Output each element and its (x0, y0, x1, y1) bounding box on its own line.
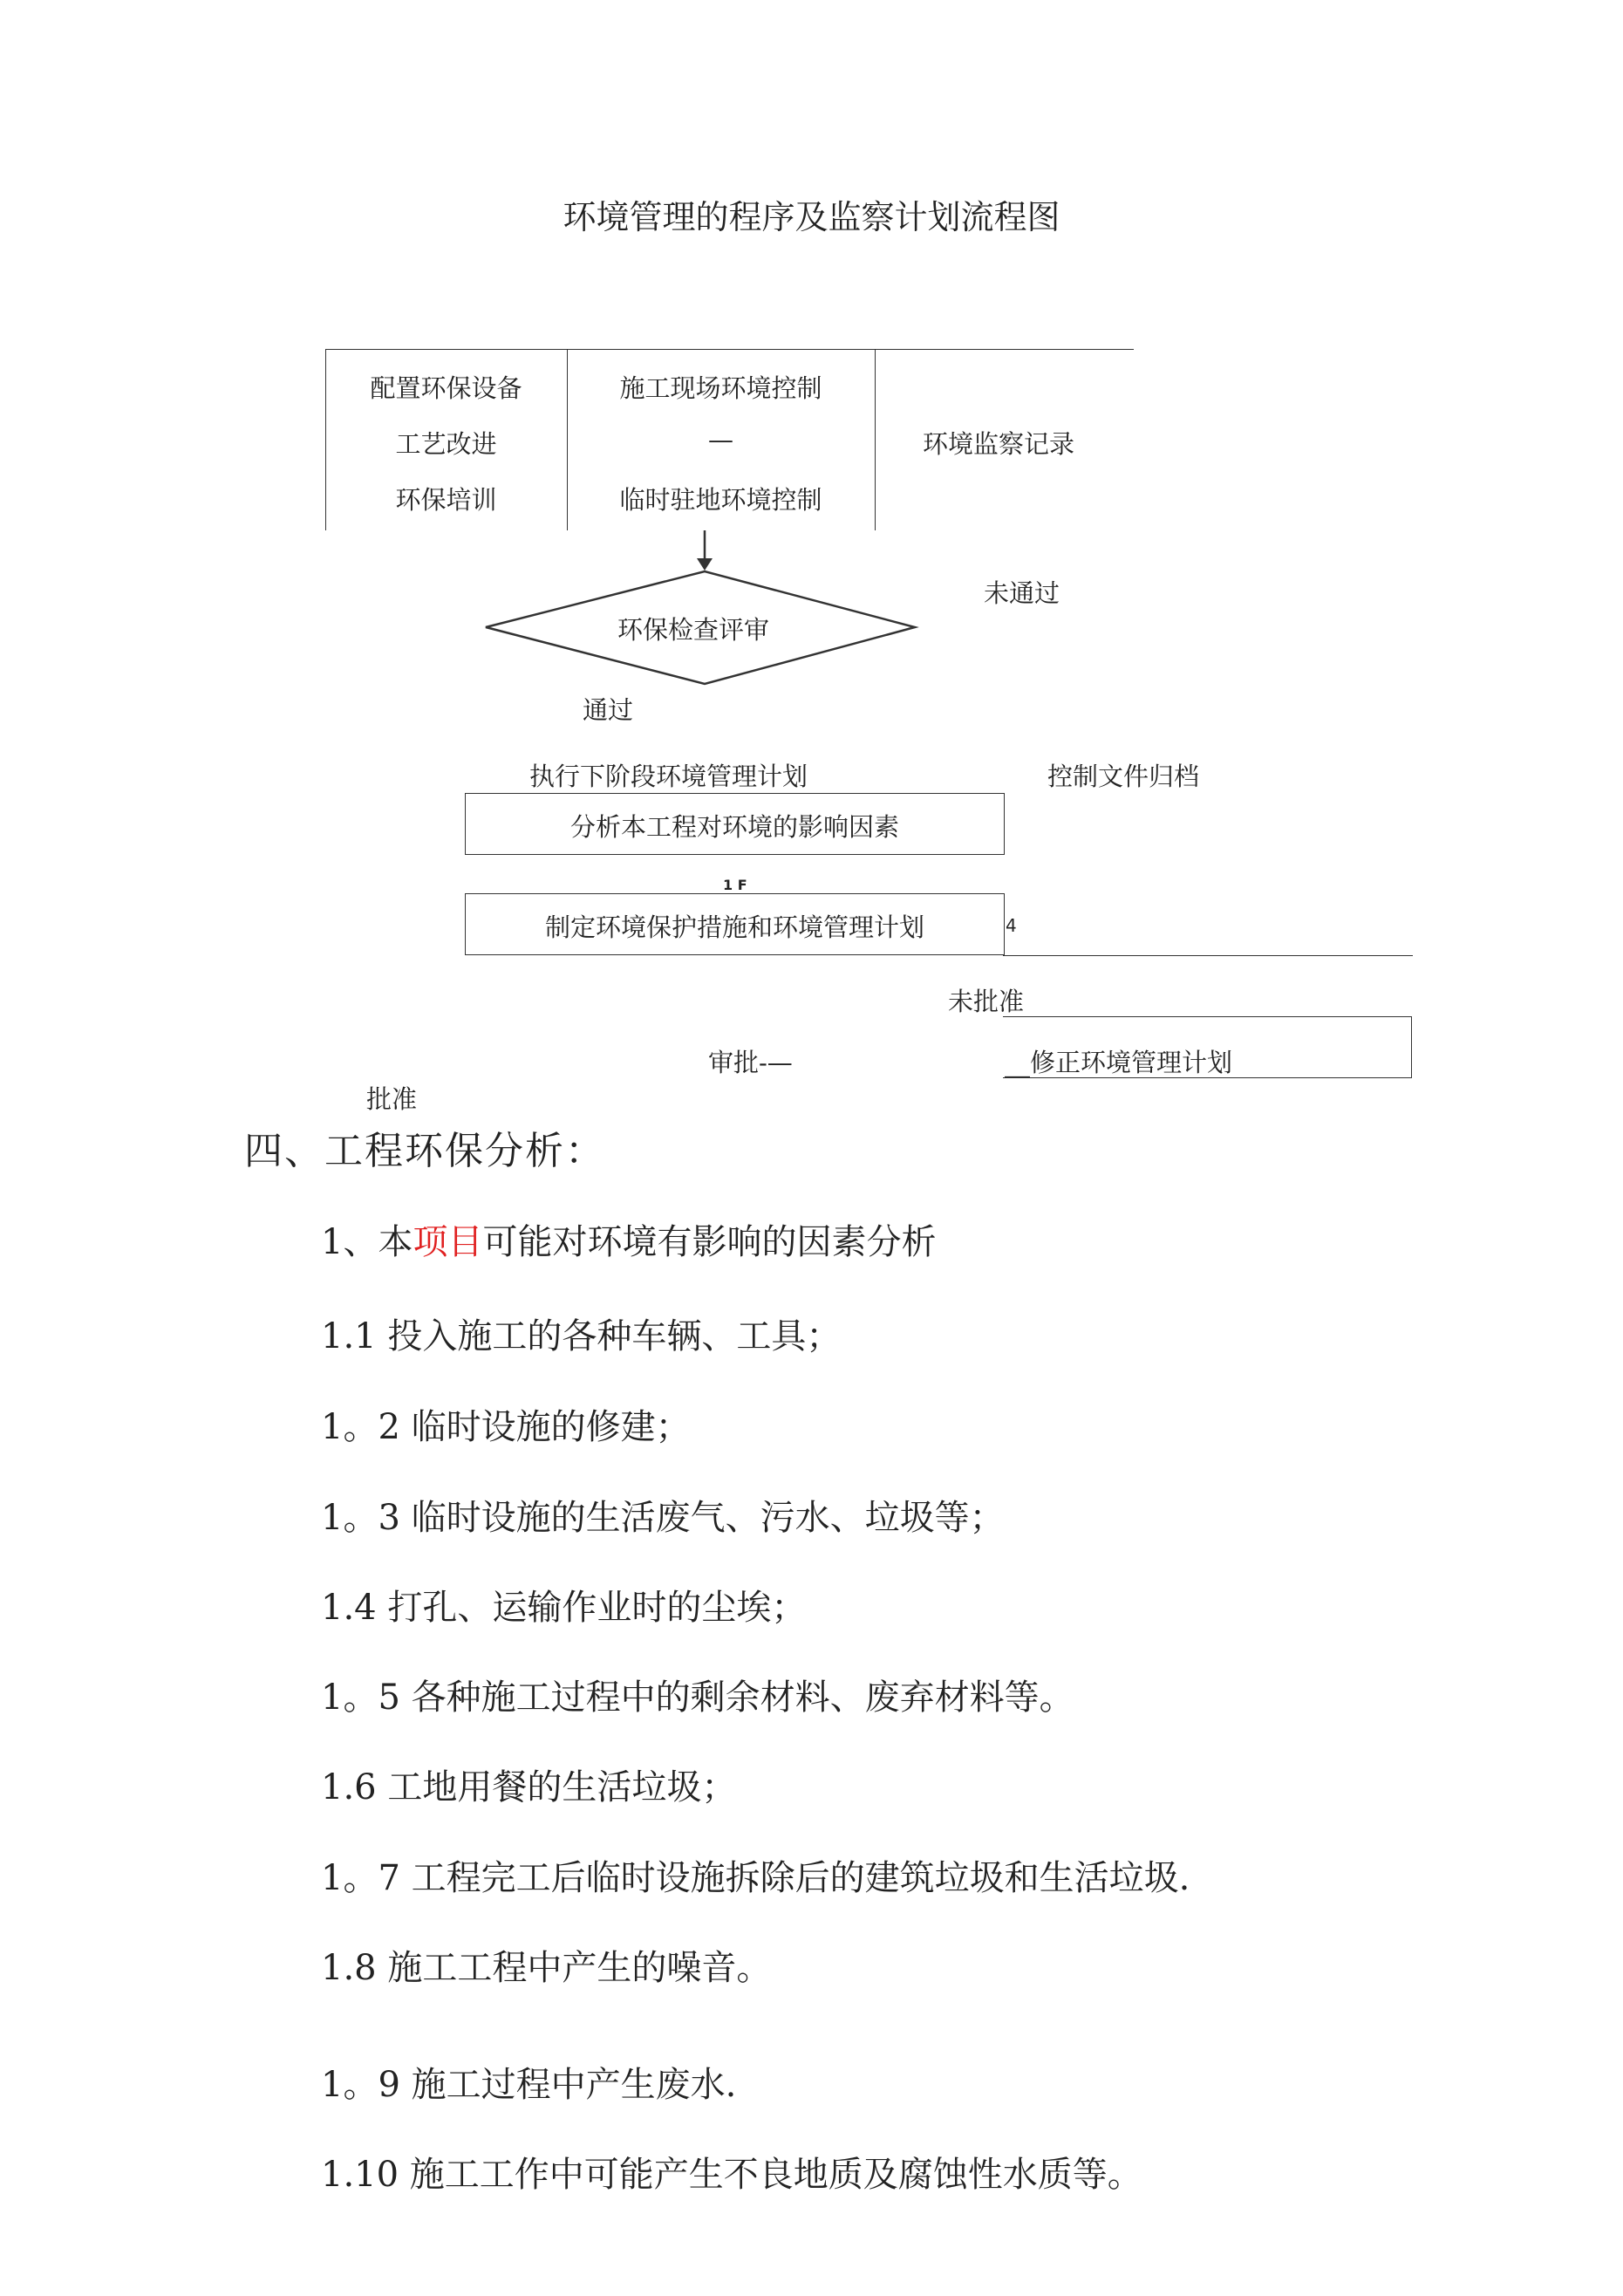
passed-label: 通过 (583, 695, 634, 725)
col2-line2: — (708, 425, 733, 454)
list-item: 1。7 工程完工后临时设施拆除后的建筑垃圾和生活垃圾. (321, 1858, 1190, 1898)
list-item: 1.8 施工工程中产生的噪音。 (321, 1948, 772, 1988)
analyze-box (465, 793, 1005, 855)
col1-line3: 环保培训 (395, 485, 497, 515)
col2-line1: 施工现场环境控制 (619, 373, 822, 403)
measures-extension-line (1003, 955, 1413, 956)
col1-line1: 配置环保设备 (370, 373, 522, 403)
revise-box-top (1003, 1016, 1412, 1017)
approve-label: 审批-— (708, 1048, 793, 1077)
mark-4: 4 (1006, 915, 1017, 936)
archive-label: 控制文件归档 (1047, 762, 1200, 791)
list-item: 1.10 施工工作中可能产生不良地质及腐蚀性水质等。 (321, 2155, 1142, 2195)
analyze-box-label: 分析本工程对环境的影响因素 (569, 812, 899, 842)
list-item: 1.6 工地用餐的生活垃圾； (321, 1767, 737, 1807)
approved-label: 批准 (366, 1084, 418, 1114)
section-heading: 四、工程环保分析： (244, 1129, 605, 1173)
list-item: 1。3 临时设施的生活废气、污水、垃圾等； (321, 1498, 1005, 1538)
mark-1f: 1 F (723, 877, 747, 893)
next-plan-label: 执行下阶段环境管理计划 (529, 762, 808, 791)
col2-line3: 临时驻地环境控制 (619, 485, 822, 515)
revise-label: __修正环境管理计划 (1005, 1048, 1233, 1077)
list-item: 1.1 投入施工的各种车辆、工具； (321, 1316, 842, 1356)
list-item: 1。5 各种施工过程中的剩余材料、废弃材料等。 (321, 1678, 1074, 1718)
list-item: 1。9 施工过程中产生废水. (321, 2065, 737, 2105)
flowchart-title: 环境管理的程序及监察计划流程图 (563, 198, 1060, 236)
list-item: 1。2 临时设施的修建； (321, 1407, 691, 1447)
subheading-prefix: 1、本 (321, 1222, 413, 1262)
subheading (321, 1214, 936, 1264)
measures-box-label: 制定环境保护措施和环境管理计划 (544, 912, 924, 942)
subheading-highlight: 项目 (413, 1222, 483, 1262)
col1-line2: 工艺改进 (395, 429, 497, 459)
not-passed-label: 未通过 (984, 578, 1060, 608)
decision-label: 环保检查评审 (617, 615, 770, 645)
revise-box-right (1411, 1016, 1412, 1078)
col3-label: 环境监察记录 (923, 429, 1075, 459)
down-arrow-head (697, 558, 713, 571)
subheading-suffix: 可能对环境有影响的因素分析 (482, 1222, 937, 1262)
measures-box (465, 893, 1005, 955)
list-item: 1.4 打孔、运输作业时的尘埃； (321, 1588, 807, 1628)
not-approved-label: 未批准 (948, 987, 1025, 1016)
